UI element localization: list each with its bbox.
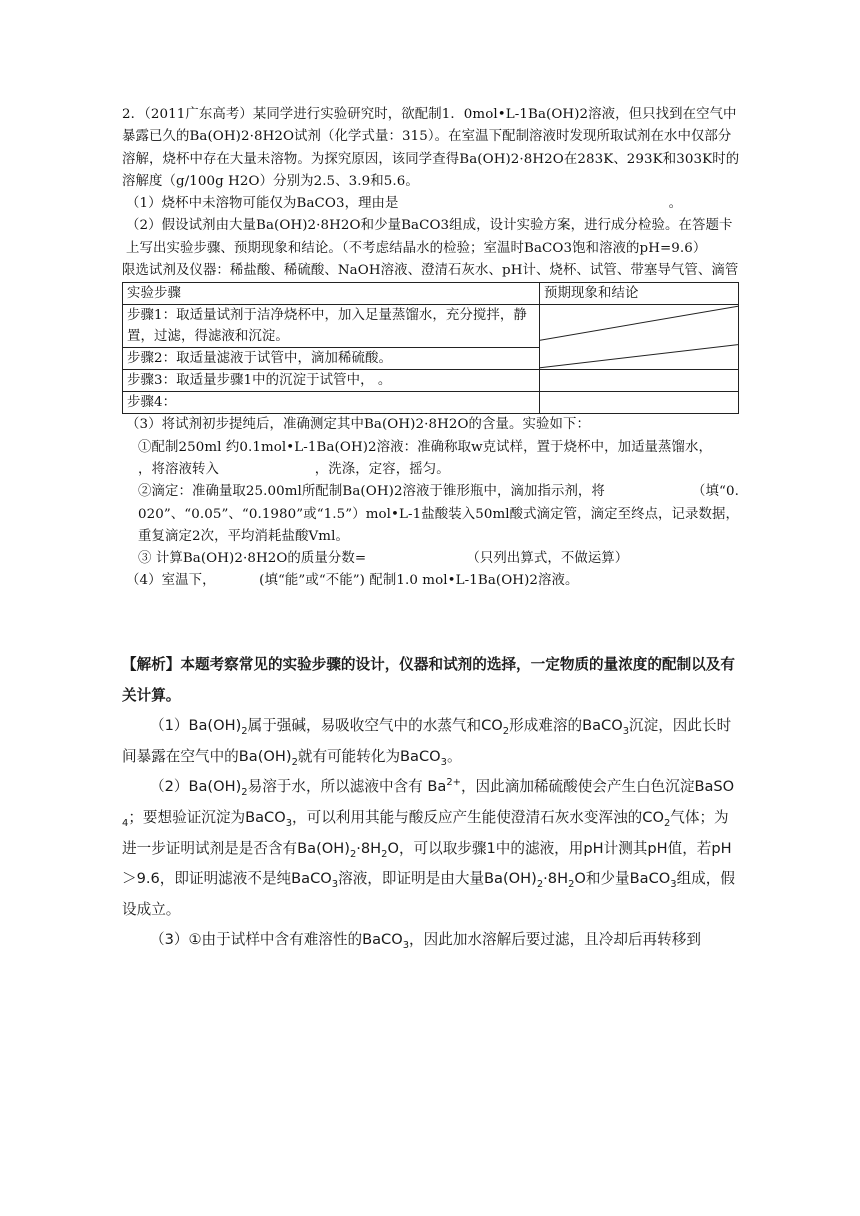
question-intro: 2．（2011广东高考）某同学进行实验研究时，欲配制1．0mol•L-1Ba(OH)2溶液，但只找到在空气中暴露已久的Ba(OH)2·8H2O试剂（化学式量：315）。在室温下配制溶液时发现所取试剂在水中仅部分溶解，烧杯中存在大量未溶物。为探究原因，该同学查得Ba(OH)2·8H2O在283K、293K和303K时的溶解度（g/100g H2O）分别为2.5、3.9和5.6。 [122,107,740,189]
analysis-intro: 【解析】本题考察常见的实验步骤的设计，仪器和试剂的选择，一定物质的量浓度的配制以及有关计算。 [122,656,735,704]
question-part-1: （1）烧杯中未溶物可能仅为BaCO3，理由是 。 [126,196,683,212]
step-3-cell: 步骤3：取适量步骤1中的沉淀于试管中， 。 [123,370,540,392]
result-cell-3 [540,370,739,392]
question-part-3: （3）将试剂初步提纯后，准确测定其中Ba(OH)2·8H2O的含量。实验如下： [126,417,590,433]
table-row [123,305,739,348]
analysis-label: 【解析】 [122,656,181,673]
experiment-table [122,282,739,414]
table-row [123,392,739,414]
question-part-3-3: ③ 计算Ba(OH)2·8H2O的质量分数= （只列出算式，不做运算） [138,551,629,567]
header-result: 预期现象和结论 [540,283,739,305]
analysis-para-2: $(2)Ba(OH)_2$易溶于水，所以滤液中含有 $Ba^{2+}$，因此滴加稀硫酸使会产生白色沉淀BaSO$_4$；要想验证沉淀为BaCO$_3$，可以利用其能与酸反应产生能使澄清石灰水变浑浊的$CO_2$气体；为进一步证明试剂是是否含有$Ba(OH)_2\cdot 8H_2O$，可以取步骤1中的滤液，用pH计测其pH值，若pH＞9.6，即证明滤液不是纯BaCO$_3$溶液，即证明是由大量$Ba(OH)_2\cdot 8H_2O$和少量BaCO$_3$组成，假设成立。 [122,777,735,918]
question-part-2: （2）假设试剂由大量Ba(OH)2·8H2O和少量BaCO3组成，设计实验方案，进行成分检验。在答题卡上写出实验步骤、预期现象和结论。（不考虑结晶水的检验；室温时BaCO3饱和溶液的pH=9.6） [126,218,733,256]
result-cell-4 [540,392,739,414]
step-1-cell: 步骤1：取适量试剂于洁净烧杯中，加入足量蒸馏水，充分搅拌，静置，过滤，得滤液和沉淀。 [123,305,540,348]
question-part-3-2: ②滴定：准确量取25.00ml所配制Ba(OH)2溶液于锥形瓶中，滴加指示剂，将 （填“0.020”、“0.05”、“0.1980”或“1.5”）mol•L-1盐酸装入50ml酸式滴定管，滴定至终点，记录数据，重复滴定2次，平均消耗盐酸Vml。 [138,484,740,544]
reagent-list: 限选试剂及仪器：稀盐酸、稀硫酸、NaOH溶液、澄清石灰水、pH计、烧杯、试管、带塞导气管、滴管 [122,263,739,279]
question-part-4: （4）室温下， (填“能”或“不能”) 配制1.0 mol•L-1Ba(OH)2溶液。 [126,573,579,589]
table-row [123,370,739,392]
result-cell-crossed [540,305,739,370]
analysis-block [122,650,742,956]
table-header-row [123,283,739,305]
header-steps: 实验步骤 [123,283,540,305]
diagonal-strike-lines [540,305,738,369]
analysis-para-3: （3）①由于试样中含有难溶性的BaCO$_3$，因此加水溶解后要过滤，且冷却后再转移到 [150,931,701,952]
analysis-para-1: $(1)Ba(OH)_2$属于强碱，易吸收空气中的水蒸气和$CO_2$形成难溶的BaCO$_3$沉淀，因此长时间暴露在空气中的$Ba(OH)_2$就有可能转化为BaCO$_3$。 [122,717,732,768]
question-part-3-1: ①配制250ml 约0.1mol•L-1Ba(OH)2溶液：准确称取w克试样，置于烧杯中，加适量蒸馏水， ，将溶液转入 ，洗涤，定容，摇匀。 [138,439,800,477]
step-2-cell: 步骤2：取适量滤液于试管中，滴加稀硫酸。 [123,348,540,370]
step-4-cell: 步骤4： [123,392,540,414]
question-block [122,104,800,593]
